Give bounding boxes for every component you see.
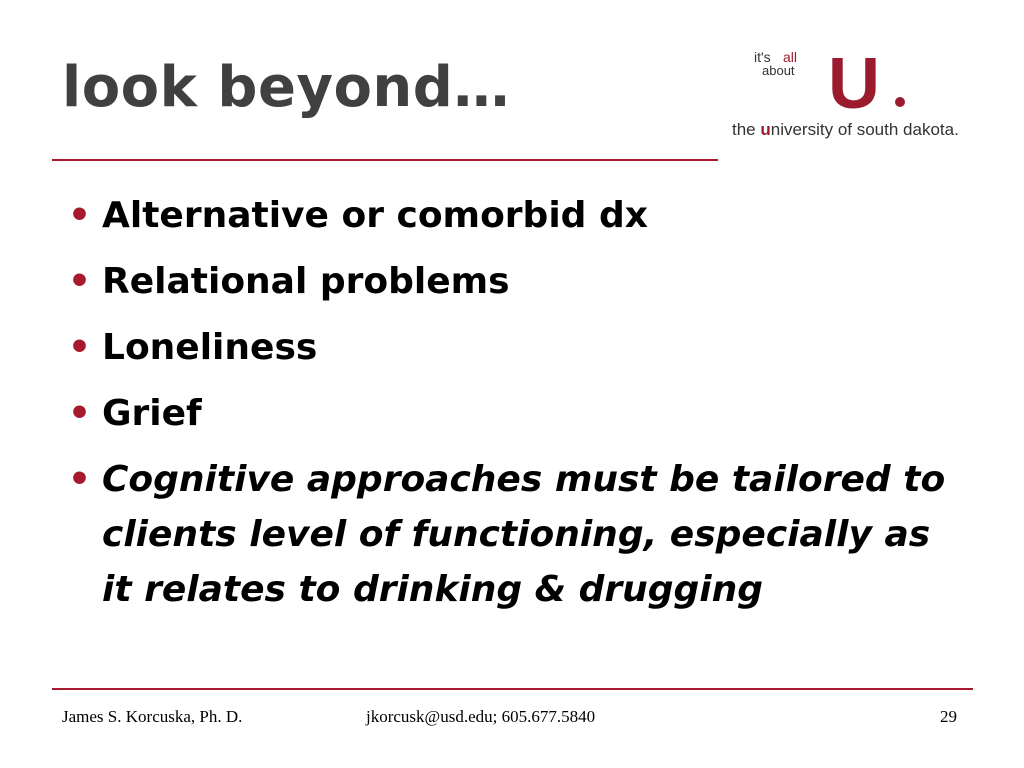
logo-line1: it's [754, 49, 771, 65]
bullet-dot: • [68, 393, 92, 434]
logo-tagline [732, 120, 959, 139]
bullet-dot: • [68, 459, 92, 500]
bullet-item [68, 452, 948, 617]
footer-contact: jkorcusk@usd.edu; 605.677.5840 [366, 707, 596, 726]
usd-logo [726, 44, 1010, 148]
title-divider [52, 159, 718, 161]
footer-author: James S. Korcuska, Ph. D. [62, 707, 243, 726]
slide-number: 29 [940, 707, 957, 726]
bullet-list [68, 188, 948, 628]
bullet-text: Grief [102, 393, 202, 434]
bullet-dot: • [68, 195, 92, 236]
bullet-text: Cognitive approaches must be tailored to clients level of functioning, especially as it relates to drinking & drugging [102, 459, 946, 610]
footer-divider [52, 688, 973, 690]
bullet-text: Alternative or comorbid dx [102, 195, 648, 236]
bullet-text: Relational problems [102, 261, 510, 302]
logo-line2: about [762, 63, 795, 78]
logo-dot [895, 97, 905, 107]
bullet-dot: • [68, 261, 92, 302]
bullet-item [68, 386, 948, 441]
logo-line1-accent: all [783, 49, 798, 65]
bullet-item [68, 188, 948, 243]
logo-letter: U [828, 44, 880, 124]
bullet-item [68, 320, 948, 375]
logo-tagline-pre: the [732, 120, 761, 139]
bullet-dot: • [68, 327, 92, 368]
logo-tagline-accent: u [760, 120, 771, 139]
bullet-text: Loneliness [102, 327, 318, 368]
slide-title: look beyond… [62, 55, 510, 120]
bullet-item [68, 254, 948, 309]
logo-tagline-post: niversity of south dakota. [770, 120, 959, 139]
